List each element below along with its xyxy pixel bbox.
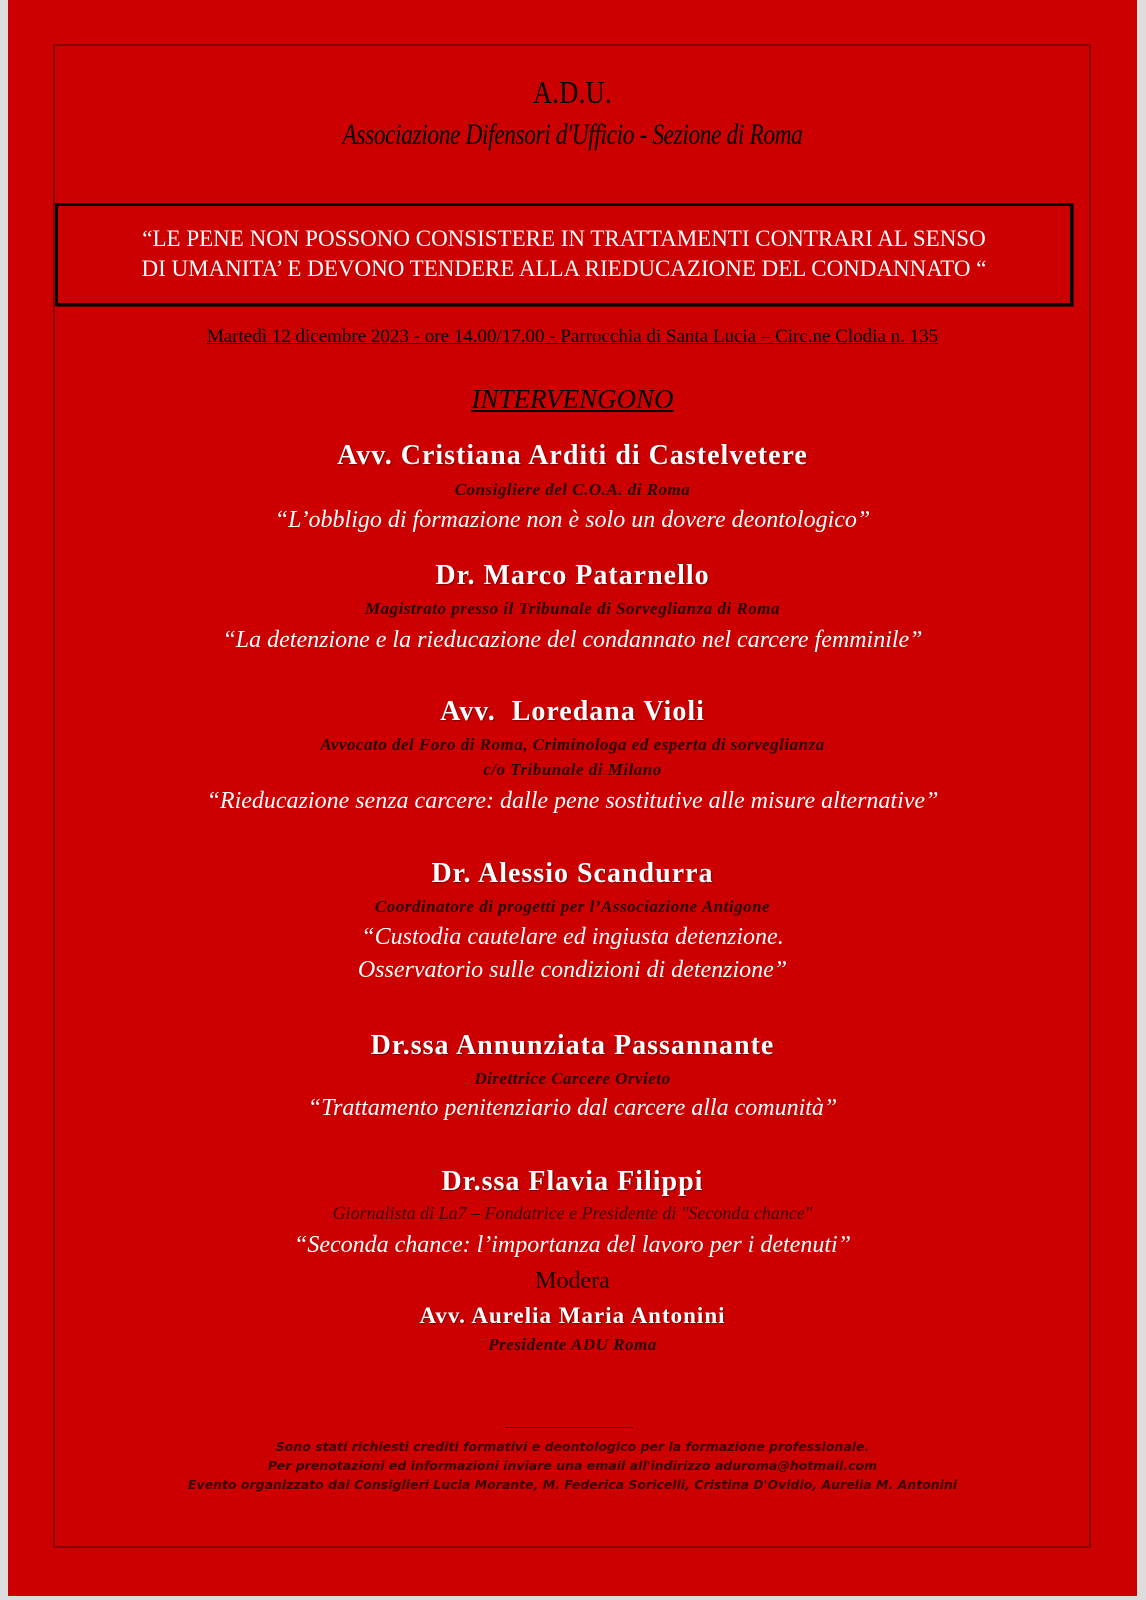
speaker-name: Dr.ssa Flavia Filippi [441, 1166, 704, 1197]
moderator-name: Avv. Aurelia Maria Antonini [419, 1303, 726, 1328]
speaker-talk: “La detenzione e la rieducazione del condannato nel carcere femminile” [222, 627, 923, 653]
speaker-role: Avvocato del Foro di Roma, Criminologa ed esperta di sorveglianza [320, 735, 825, 754]
quote-box [55, 203, 1073, 306]
speaker-talk: “Seconda chance: l’importanza del lavoro per i detenuti” [293, 1232, 851, 1258]
speaker-role: Consigliere del C.O.A. di Roma [454, 480, 691, 499]
speaker-role-line-2: c/o Tribunale di Milano [483, 760, 662, 779]
speaker-name: Dr.ssa Annunziata Passannante [370, 1030, 775, 1061]
speaker-role: Giornalista di La7 – Fondatrice e Presidente di "Seconda chance" [332, 1203, 813, 1223]
flyer-page [8, 0, 1137, 1596]
quote-line-1: “LE PENE NON POSSONO CONSISTERE IN TRATTAMENTI CONTRARI AL SENSO [142, 226, 986, 251]
footer-contact: Per prenotazioni ed informazioni inviare una email all'indirizzo aduroma@hotmail.com [267, 1458, 878, 1473]
speaker-role: Direttrice Carcere Orvieto [474, 1069, 671, 1088]
speaker-role: Magistrato presso il Tribunale di Sorveglianza di Roma [364, 599, 781, 618]
event-info: Martedì 12 dicembre 2023 - ore 14.00/17.00 - Parrocchia di Santa Lucia – Circ.ne Clodia n. 135 [206, 326, 939, 347]
moderator-label: Modera [535, 1268, 610, 1294]
speaker-talk: “Trattamento penitenziario dal carcere alla comunità” [307, 1095, 838, 1121]
org-acronym: A.D.U. [532, 74, 612, 110]
speaker-talk: “Rieducazione senza carcere: dalle pene sostitutive alle misure alternative” [206, 788, 939, 814]
footer-credits: Sono stati richiesti crediti formativi e deontologico per la formazione professionale. [275, 1439, 870, 1454]
speaker-talk: “Custodia cautelare ed ingiusta detenzione. [361, 924, 784, 950]
speaker-name: Avv. Loredana Violi [440, 696, 705, 727]
speakers-heading: INTERVENGONO [471, 384, 674, 414]
speaker-role: Coordinatore di progetti per l’Associazione Antigone [374, 897, 771, 916]
org-full-name: Associazione Difensori d'Ufficio - Sezione di Roma [342, 118, 803, 151]
speaker-name: Dr. Alessio Scandurra [431, 858, 714, 889]
speaker-talk: “L’obbligo di formazione non è solo un dovere deontologico” [274, 507, 871, 533]
speaker-name: Dr. Marco Patarnello [435, 560, 710, 591]
speaker-name: Avv. Cristiana Arditi di Castelvetere [337, 440, 808, 471]
moderator-role: Presidente ADU Roma [488, 1335, 657, 1354]
footer-organizers: Evento organizzato dai Consiglieri Lucia Morante, M. Federica Soricelli, Cristina D'Ovidio, Aurelia M. Antonini [187, 1477, 958, 1492]
quote-line-2: DI UMANITA’ E DEVONO TENDERE ALLA RIEDUCAZIONE DEL CONDANNATO “ [141, 256, 987, 281]
speaker-talk-line-2: Osservatorio sulle condizioni di detenzione” [357, 957, 788, 983]
footer-divider [505, 1427, 633, 1428]
